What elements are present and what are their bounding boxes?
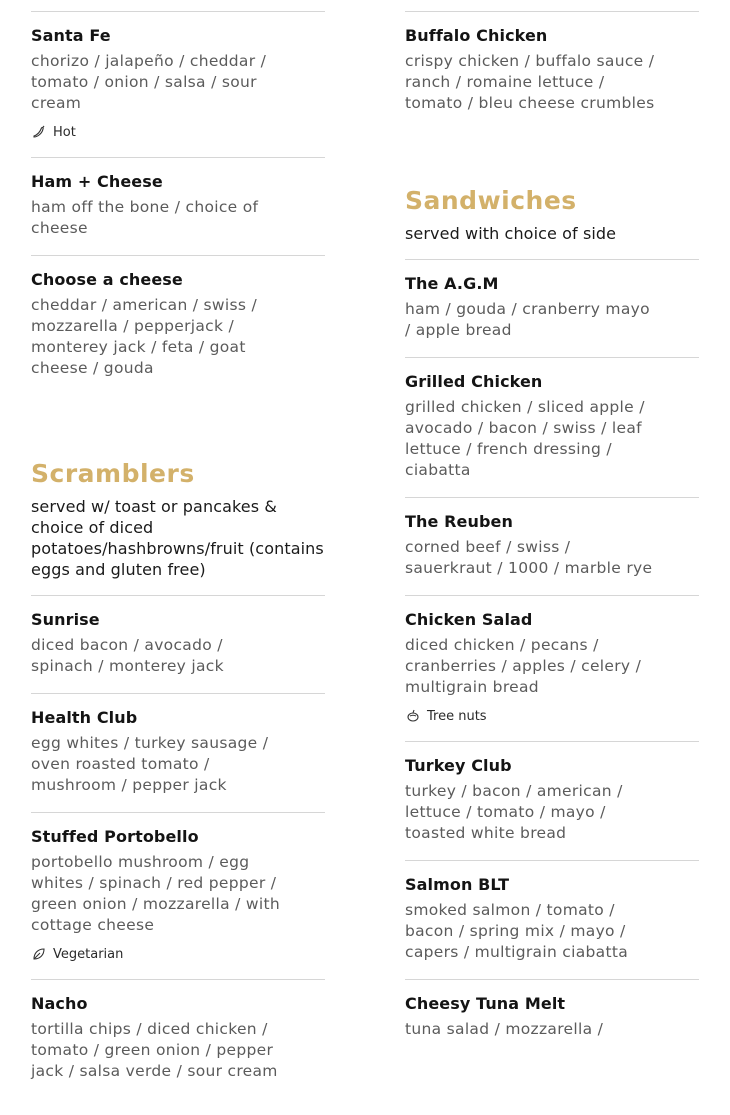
tree-nut-icon	[405, 708, 421, 724]
chili-pepper-icon	[31, 124, 47, 140]
item-description: chorizo / jalapeño / cheddar / tomato / onion / salsa / sour cream	[31, 52, 267, 112]
item-name: Salmon BLT	[405, 875, 510, 894]
section-subtitle: served w/ toast or pancakes & choice of diced potatoes/hashbrowns/fruit (contains eggs and gluten free)	[31, 497, 324, 579]
dietary-tag-vegetarian	[31, 945, 325, 963]
tag-label: Hot	[53, 124, 76, 140]
menu-item-cheesy-tuna-melt[interactable]	[405, 979, 699, 1056]
menu-item-ham-cheese[interactable]	[31, 157, 325, 255]
dietary-tag-hot	[31, 123, 325, 141]
item-description: crispy chicken / buffalo sauce / ranch / romaine lettuce / tomato / bleu cheese crumbles	[405, 52, 655, 112]
item-name: Chicken Salad	[405, 610, 533, 629]
menu-item-santa-fe[interactable]	[31, 11, 325, 157]
item-description: tortilla chips / diced chicken / tomato / green onion / pepper jack / salsa verde / sour cream	[31, 1020, 278, 1080]
item-description: portobello mushroom / egg whites / spinach / red pepper / green onion / mozzarella / with cottage cheese	[31, 853, 280, 934]
item-name: Ham + Cheese	[31, 172, 163, 191]
item-description: diced bacon / avocado / spinach / monterey jack	[31, 636, 224, 675]
section-scramblers	[31, 395, 325, 595]
menu-item-stuffed-portobello[interactable]	[31, 812, 325, 979]
item-name: Santa Fe	[31, 26, 111, 45]
item-name: Stuffed Portobello	[31, 827, 199, 846]
item-name: Sunrise	[31, 610, 100, 629]
item-description: grilled chicken / sliced apple / avocado / bacon / swiss / leaf lettuce / french dressing / ciabatta	[405, 398, 645, 479]
item-description: ham off the bone / choice of cheese	[31, 198, 259, 237]
menu-item-nacho[interactable]	[31, 979, 325, 1098]
item-description-partial	[31, 0, 325, 11]
item-description: cheddar / american / swiss / mozzarella / pepperjack / monterey jack / feta / goat cheese / gouda	[31, 296, 257, 377]
item-description-partial	[405, 0, 699, 11]
item-name: Choose a cheese	[31, 270, 183, 289]
section-sandwiches	[405, 130, 699, 259]
item-description: turkey / bacon / american / lettuce / tomato / mayo / toasted white bread	[405, 782, 623, 842]
menu-item-grilled-chicken[interactable]	[405, 357, 699, 497]
item-name: Turkey Club	[405, 756, 512, 775]
menu-item-turkey-club[interactable]	[405, 741, 699, 860]
section-title: Scramblers	[31, 459, 195, 488]
item-description: egg whites / turkey sausage / oven roasted tomato / mushroom / pepper jack	[31, 734, 269, 794]
menu-item-salmon-blt[interactable]	[405, 860, 699, 979]
menu-item-buffalo-chicken[interactable]	[405, 11, 699, 130]
leaf-icon	[31, 946, 47, 962]
item-name: Cheesy Tuna Melt	[405, 994, 566, 1013]
dietary-tag-tree-nuts	[405, 707, 699, 725]
item-name: Grilled Chicken	[405, 372, 543, 391]
item-name: The Reuben	[405, 512, 513, 531]
item-description: ham / gouda / cranberry mayo / apple bread	[405, 300, 650, 339]
item-description: tuna salad / mozzarella /	[405, 1020, 604, 1038]
right-column	[405, 0, 699, 1056]
left-column	[31, 0, 325, 1098]
item-description: smoked salmon / tomato / bacon / spring mix / mayo / capers / multigrain ciabatta	[405, 901, 629, 961]
item-name: Buffalo Chicken	[405, 26, 548, 45]
section-subtitle: served with choice of side	[405, 224, 617, 243]
section-title: Sandwiches	[405, 186, 577, 215]
item-name: Health Club	[31, 708, 138, 727]
item-description: diced chicken / pecans / cranberries / apples / celery / multigrain bread	[405, 636, 642, 696]
item-name: The A.G.M	[405, 274, 499, 293]
item-name: Nacho	[31, 994, 88, 1013]
tag-label: Tree nuts	[427, 708, 487, 724]
menu-item-chicken-salad[interactable]	[405, 595, 699, 741]
menu-item-health-club[interactable]	[31, 693, 325, 812]
menu-item-the-agm[interactable]	[405, 259, 699, 357]
tag-label: Vegetarian	[53, 946, 124, 962]
menu-item-sunrise[interactable]	[31, 595, 325, 693]
menu-item-choose-cheese[interactable]	[31, 255, 325, 395]
item-description: corned beef / swiss / sauerkraut / 1000 / marble rye	[405, 538, 653, 577]
menu-item-the-reuben[interactable]	[405, 497, 699, 595]
